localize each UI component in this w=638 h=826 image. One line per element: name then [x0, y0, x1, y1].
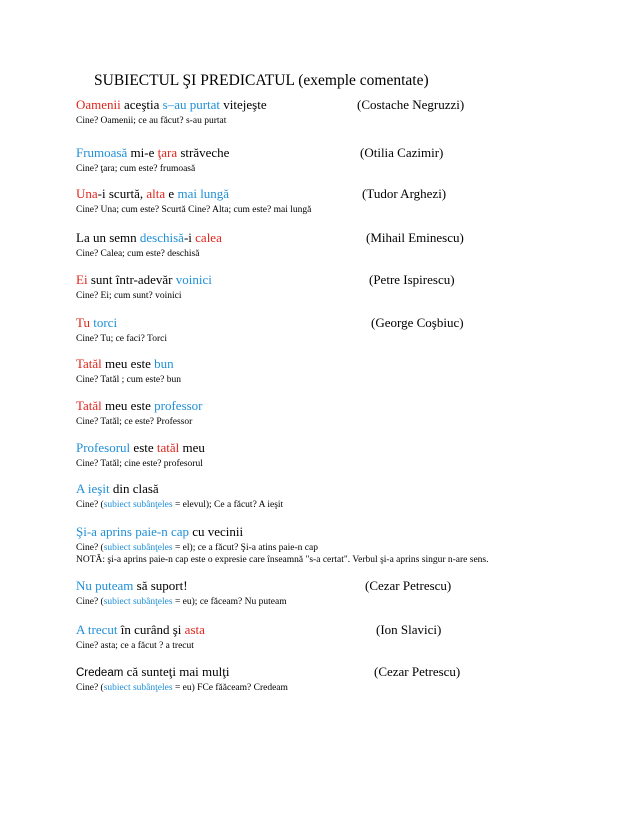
plain-text: Cine? Una; cum este? Scurtă Cine? Alta; cum este? mai lungă — [76, 205, 312, 215]
predicate-text: subiect subânţeles — [103, 500, 173, 510]
analysis-question — [76, 542, 616, 554]
plain-text: Cine? asta; ce a făcut ? a trecut — [76, 641, 194, 651]
plain-text: străveche — [177, 145, 230, 160]
example-sentence — [76, 398, 616, 413]
example-sentence — [76, 186, 616, 201]
sentence-text — [76, 272, 212, 287]
predicate-text: bun — [154, 356, 174, 371]
plain-text: = elevul); Ce a făcut? A ieşit — [172, 500, 284, 510]
analysis-question — [76, 374, 616, 386]
plain-text: meu — [179, 440, 205, 455]
plain-text: să suport! — [133, 578, 188, 593]
subject-text: Oamenii — [76, 97, 121, 112]
plain-text: Cine? ( — [76, 683, 104, 693]
example-sentence — [76, 356, 616, 371]
example-block — [76, 97, 616, 127]
plain-text: Cine? Calea; cum este? deschisă — [76, 249, 200, 259]
example-block — [76, 315, 616, 345]
subject-text: alta — [146, 186, 166, 201]
author-attribution: (Petre Ispirescu) — [369, 272, 455, 287]
predicate-text: Nu puteam — [76, 578, 134, 593]
plain-text: = eu) FCe făăceam? Credeam — [172, 683, 288, 693]
document-title: SUBIECTUL ŞI PREDICATUL (exemple comentate) — [94, 72, 429, 89]
plain-text: Cine? Tatăl; cine este? profesorul — [76, 459, 203, 469]
analysis-question — [76, 333, 616, 345]
subject-text: Una — [76, 186, 98, 201]
analysis-question — [76, 204, 616, 216]
predicate-text: professor — [154, 398, 203, 413]
plain-text: Cine? Ei; cum sunt? voinici — [76, 291, 182, 301]
plain-text: Cine? ţara; cum este? frumoasă — [76, 164, 196, 174]
predicate-text: torci — [93, 315, 118, 330]
plain-text: aceştia — [120, 97, 163, 112]
predicate-text: s–au purtat — [162, 97, 221, 112]
example-sentence — [76, 578, 616, 593]
plain-text: Cine? Oamenii; ce au făcut? s-au purtat — [76, 116, 227, 126]
predicate-text: subiect subânţeles — [103, 543, 173, 553]
predicate-text: Frumoasă — [76, 145, 128, 160]
plain-text: din clasă — [109, 481, 159, 496]
plain-text: = eu); ce făceam? Nu puteam — [172, 597, 287, 607]
analysis-question — [76, 682, 616, 694]
predicate-text: subiect subânţeles — [103, 597, 173, 607]
example-sentence — [76, 272, 616, 287]
sentence-text — [76, 398, 203, 413]
sentence-text — [76, 481, 159, 496]
plain-text: -i scurtă, — [97, 186, 147, 201]
example-sentence — [76, 145, 616, 160]
sentence-text — [76, 186, 229, 201]
sentence-text — [76, 356, 174, 371]
example-block — [76, 481, 616, 511]
example-block — [76, 622, 616, 652]
predicate-text: A trecut — [76, 622, 118, 637]
example-sentence — [76, 440, 616, 455]
plain-text: Cine? ( — [76, 543, 104, 553]
plain-text: Cine? Tatăl ; cum este? bun — [76, 375, 181, 385]
plain-text: Cine? Tu; ce faci? Torci — [76, 334, 167, 344]
sentence-text — [76, 230, 222, 245]
plain-text: = el); ce a făcut? Şi-a atins paie-n cap — [172, 543, 318, 553]
analysis-question — [76, 115, 616, 127]
subject-text: asta — [184, 622, 205, 637]
plain-text: meu este — [101, 398, 155, 413]
subject-text: Tatăl — [76, 356, 102, 371]
predicate-text: Şi-a aprins paie-n cap — [76, 524, 189, 539]
example-sentence — [76, 315, 616, 330]
sentence-text — [76, 315, 117, 330]
example-sentence — [76, 230, 616, 245]
analysis-question — [76, 596, 616, 608]
example-sentence — [76, 664, 616, 679]
plain-text: în curând şi — [117, 622, 185, 637]
analysis-question — [76, 163, 616, 175]
analysis-question — [76, 640, 616, 652]
example-block — [76, 230, 616, 260]
plain-text: vitejeşte — [220, 97, 267, 112]
sentence-text — [76, 622, 205, 637]
example-block — [76, 272, 616, 302]
plain-text: cu vecinii — [188, 524, 244, 539]
analysis-question — [76, 458, 616, 470]
subject-text: Tu — [76, 315, 90, 330]
example-block — [76, 440, 616, 470]
author-attribution: (George Coşbiuc) — [371, 315, 464, 330]
predicate-text: mai lungă — [177, 186, 230, 201]
plain-text: Credeam — [76, 667, 124, 679]
analysis-question — [76, 499, 616, 511]
sentence-text — [76, 97, 267, 112]
sentence-text — [76, 664, 229, 679]
example-block — [76, 398, 616, 428]
predicate-text: A ieşit — [76, 481, 110, 496]
example-sentence — [76, 622, 616, 637]
example-block — [76, 578, 616, 608]
subject-text: Ei — [76, 272, 88, 287]
predicate-text: Profesorul — [76, 440, 131, 455]
plain-text: Cine? ( — [76, 597, 104, 607]
plain-text: este — [130, 440, 157, 455]
plain-text: Cine? ( — [76, 500, 104, 510]
subject-text: tatăl — [156, 440, 180, 455]
subject-text: ţara — [157, 145, 178, 160]
example-block — [76, 664, 616, 694]
example-sentence — [76, 524, 616, 539]
plain-text: -i — [183, 230, 196, 245]
author-attribution: (Costache Negruzzi) — [357, 97, 465, 112]
plain-text: mi-e — [127, 145, 158, 160]
author-attribution: (Mihail Eminescu) — [366, 230, 464, 245]
author-attribution: (Cezar Petrescu) — [365, 578, 452, 593]
author-attribution: (Ion Slavici) — [376, 622, 442, 637]
subject-text: calea — [195, 230, 222, 245]
example-block — [76, 524, 616, 566]
example-block — [76, 145, 616, 175]
analysis-question — [76, 290, 616, 302]
predicate-text: voinici — [175, 272, 212, 287]
subject-text: Tatăl — [76, 398, 102, 413]
example-block — [76, 186, 616, 216]
sentence-text — [76, 440, 205, 455]
sentence-text — [76, 145, 229, 160]
analysis-question — [76, 416, 616, 428]
predicate-text: subiect subânţeles — [103, 683, 173, 693]
plain-text: meu este — [101, 356, 155, 371]
author-attribution: (Cezar Petrescu) — [374, 664, 461, 679]
example-block — [76, 356, 616, 386]
plain-text: sunt într-adevăr — [87, 272, 176, 287]
plain-text: e — [165, 186, 178, 201]
sentence-text — [76, 578, 188, 593]
analysis-question — [76, 248, 616, 260]
sentence-text — [76, 524, 243, 539]
plain-text: că sunteţi mai mulţi — [123, 664, 230, 679]
plain-text: La un semn — [76, 230, 140, 245]
author-attribution: (Tudor Arghezi) — [362, 186, 447, 201]
example-sentence — [76, 97, 616, 112]
example-sentence — [76, 481, 616, 496]
plain-text: Cine? Tatăl; ce este? Professor — [76, 417, 193, 427]
note-text: NOTĂ: şi-a aprins paie-n cap este o expresie care înseamnă "s-a certat". Verbul şi-a aprins singur n-are sens. — [76, 555, 489, 565]
predicate-text: deschisă — [139, 230, 184, 245]
author-attribution: (Otilia Cazimir) — [360, 145, 444, 160]
